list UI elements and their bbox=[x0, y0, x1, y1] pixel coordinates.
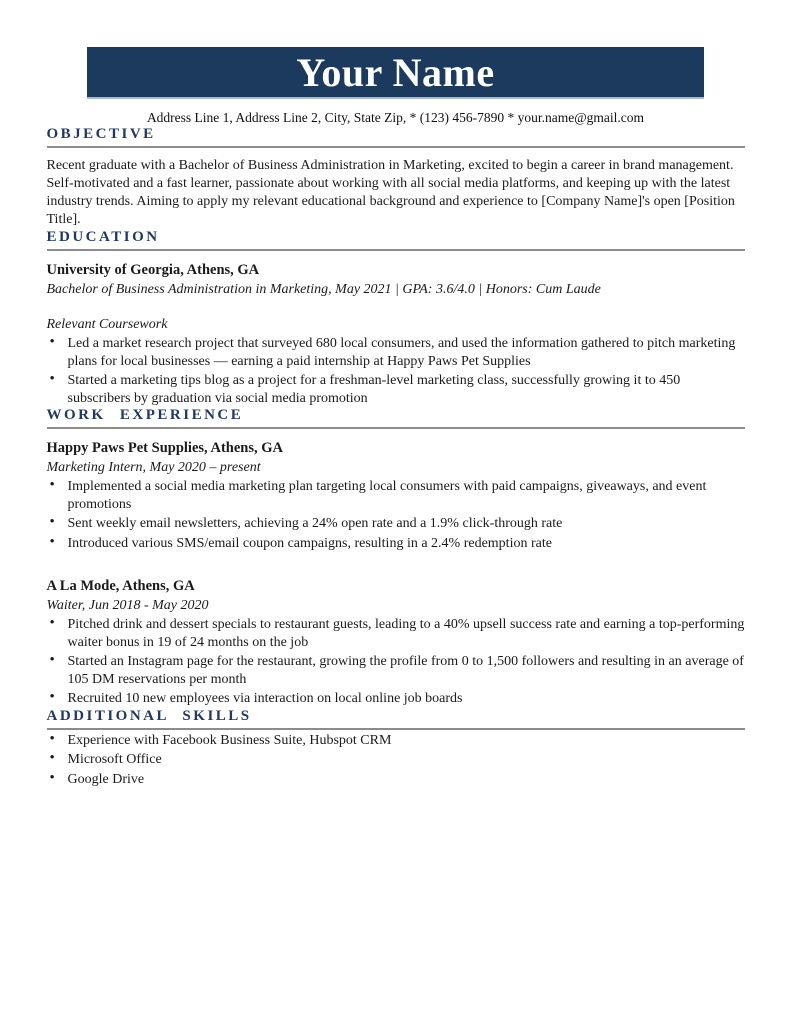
job-company: Happy Paws Pet Supplies, Athens, GA bbox=[46, 440, 283, 456]
person-name: Your Name bbox=[296, 49, 495, 95]
contact-line: Address Line 1, Address Line 2, City, State Zip, * (123) 456-7890 * your.name@gmail.com bbox=[146, 110, 645, 125]
job-bullet: • Implemented a social media marketing plan targeting local consumers with paid campaigns, giveaways, and event promotions bbox=[47, 478, 745, 513]
education-school: University of Georgia, Athens, GA bbox=[46, 262, 260, 278]
section-objective bbox=[47, 126, 745, 229]
resume-header bbox=[0, 47, 791, 126]
job-bullet: • Recruited 10 new employees via interaction on local online job boards bbox=[47, 690, 745, 708]
education-degree: Bachelor of Business Administration in Marketing, May 2021 | GPA: 3.6/4.0 | Honors: Cum Laude bbox=[46, 282, 601, 297]
skill-bullet: • Microsoft Office bbox=[47, 751, 745, 769]
education-bullet: • Led a market research project that surveyed 680 local consumers, and used the information gathered to pitch marketing plans for local businesses — earning a paid internship at Happy Paws Pet Supplies bbox=[47, 335, 745, 370]
additional-skills-heading: ADDITIONAL SKILLS bbox=[47, 708, 745, 730]
work-experience-heading: WORK EXPERIENCE bbox=[47, 407, 745, 429]
job-role: Marketing Intern, May 2020 – present bbox=[46, 460, 261, 475]
education-coursework-label: Relevant Coursework bbox=[46, 317, 168, 332]
section-additional-skills bbox=[47, 708, 745, 789]
job-bullet: • Sent weekly email newsletters, achieving a 24% open rate and a 1.9% click-through rate bbox=[47, 515, 745, 533]
job-entry-happy-paws bbox=[47, 440, 745, 552]
section-education bbox=[47, 229, 745, 407]
job-role: Waiter, Jun 2018 - May 2020 bbox=[46, 598, 209, 613]
education-heading: EDUCATION bbox=[47, 229, 745, 251]
job-bullet-list bbox=[47, 616, 745, 708]
skill-bullet: • Experience with Facebook Business Suite, Hubspot CRM bbox=[47, 732, 745, 750]
job-bullet-list bbox=[47, 478, 745, 552]
education-bullet-list bbox=[47, 335, 745, 407]
skill-bullet: • Google Drive bbox=[47, 771, 745, 789]
objective-text: Recent graduate with a Bachelor of Business Administration in Marketing, excited to begin a career in brand management. Self-motivated and a fast learner, passionate about working with all social media platforms, and keeping up with the latest industry trends. Aiming to apply my relevant educational background and experience to [Company Name]'s open [Position Title]. bbox=[46, 158, 735, 227]
name-banner bbox=[87, 47, 704, 99]
job-entry-a-la-mode bbox=[47, 578, 745, 708]
skills-bullet-list bbox=[47, 732, 745, 789]
objective-heading: OBJECTIVE bbox=[47, 126, 745, 148]
education-bullet: • Started a marketing tips blog as a project for a freshman-level marketing class, successfully growing it to 450 subscribers by graduation via social media promotion bbox=[47, 372, 745, 407]
job-bullet: • Pitched drink and dessert specials to restaurant guests, leading to a 40% upsell success rate and earning a top-performing waiter bonus in 19 of 24 months on the job bbox=[47, 616, 745, 651]
section-work-experience bbox=[47, 407, 745, 708]
resume-body bbox=[47, 126, 745, 788]
job-bullet: • Started an Instagram page for the restaurant, growing the profile from 0 to 1,500 followers and resulting in an average of 105 DM reservations per month bbox=[47, 653, 745, 688]
job-company: A La Mode, Athens, GA bbox=[46, 578, 195, 594]
job-bullet: • Introduced various SMS/email coupon campaigns, resulting in a 2.4% redemption rate bbox=[47, 535, 745, 553]
